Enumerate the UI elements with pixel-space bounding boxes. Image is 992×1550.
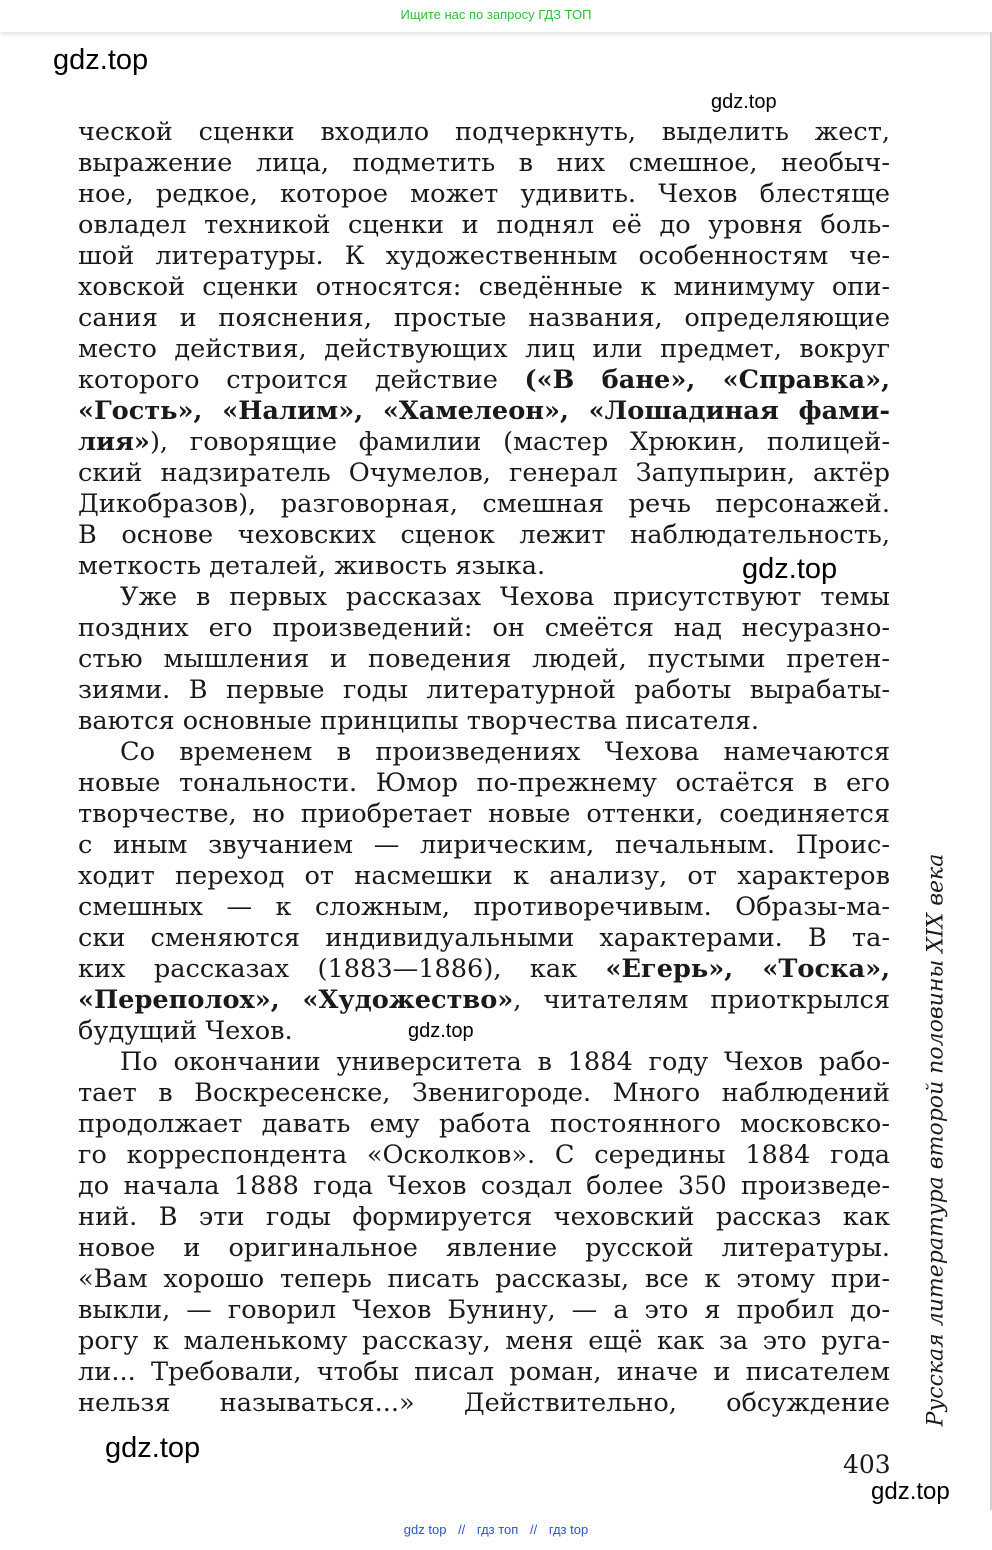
text-fragment: ное, редкое, которое может удивить. Чехов блестяще	[78, 179, 890, 209]
text-fragment: По окончании университета в 1884 году Чехов рабо-	[120, 1047, 890, 1077]
text-line	[78, 241, 890, 272]
text-fragment: ховской сценки относятся: сведённые к минимуму опи-	[78, 272, 890, 302]
text-line	[78, 861, 890, 892]
bold-title-fragment: «Егерь», «Тоска»,	[605, 954, 890, 984]
text-fragment: стью мышления и поведения людей, пустыми претен-	[78, 644, 890, 674]
text-line	[78, 1078, 890, 1109]
text-fragment: Уже в первых рассказах Чехова присутствуют темы	[120, 582, 890, 612]
text-line	[78, 706, 890, 737]
text-line	[78, 1295, 890, 1326]
watermark: gdz.top	[105, 1432, 201, 1464]
text-line	[78, 458, 890, 489]
text-fragment: тает в Воскресенске, Звенигороде. Много наблюдений	[78, 1078, 890, 1108]
text-fragment: поздних его произведений: он смеётся над несуразно-	[78, 613, 890, 643]
footer-link[interactable]: gdz top	[403, 1522, 447, 1537]
footer-separator: //	[529, 1522, 538, 1537]
text-fragment: нельзя называться...» Действительно, обсуждение	[78, 1388, 890, 1418]
bold-title-fragment: «Переполох», «Художество»	[78, 985, 514, 1015]
text-fragment: рогу к маленькому рассказу, меня ещё как за это руга-	[78, 1326, 890, 1356]
text-fragment: овладел техникой сценки и поднял её до уровня боль-	[78, 210, 890, 240]
text-line	[78, 1047, 890, 1078]
text-line	[78, 613, 890, 644]
footer	[0, 1522, 992, 1537]
text-fragment: новое и оригинальное явление русской литературы.	[78, 1233, 890, 1263]
text-fragment: Со временем в произведениях Чехова намечаются	[120, 737, 890, 767]
text-line	[78, 427, 890, 458]
text-line	[78, 644, 890, 675]
text-fragment: сания и пояснения, простые названия, определяющие	[78, 303, 890, 333]
text-fragment: выкли, — говорил Чехов Бунину, — а это я пробил до-	[78, 1295, 890, 1325]
text-line	[78, 489, 890, 520]
body-text	[78, 117, 890, 1419]
text-line	[78, 272, 890, 303]
text-line	[78, 954, 890, 985]
text-fragment: ли... Требовали, чтобы писал роман, иначе и писателем	[78, 1357, 890, 1387]
text-line	[78, 1388, 890, 1419]
text-line	[78, 1016, 890, 1047]
text-line	[78, 1264, 890, 1295]
text-fragment: Дикобразов), разговорная, смешная речь персонажей.	[78, 489, 890, 519]
text-fragment: ский надзиратель Очумелов, генерал Запупырин, актёр	[78, 458, 890, 488]
text-line	[78, 737, 890, 768]
text-fragment: ски сменяются индивидуальными характерами. В та-	[78, 923, 890, 953]
text-line	[78, 520, 890, 551]
text-line	[78, 892, 890, 923]
text-fragment: меткость деталей, живость языка.	[78, 551, 546, 581]
bold-title-fragment: «Гость», «Налим», «Хамелеон», «Лошадиная фами-	[78, 396, 890, 426]
watermark: gdz.top	[408, 1020, 474, 1042]
text-line	[78, 396, 890, 427]
text-line	[78, 1357, 890, 1388]
bold-title-fragment: («В бане», «Справка»,	[524, 365, 890, 395]
top-banner: Ищите нас по запросу ГДЗ ТОП	[0, 0, 992, 32]
text-fragment: ходит переход от насмешки к анализу, от характеров	[78, 861, 890, 891]
text-fragment: будущий Чехов.	[78, 1016, 293, 1046]
text-line	[78, 1202, 890, 1233]
text-fragment: зиями. В первые годы литературной работы вырабаты-	[78, 675, 890, 705]
text-line	[78, 1171, 890, 1202]
text-fragment: шой литературы. К художественным особенностям че-	[78, 241, 890, 271]
bold-title-fragment: лия»	[78, 427, 150, 457]
text-fragment: ческой сценки входило подчеркнуть, выделить жест,	[78, 117, 890, 147]
text-fragment: которого строится действие	[78, 365, 525, 395]
text-line	[78, 1326, 890, 1357]
text-line	[78, 365, 890, 396]
text-fragment: «Вам хорошо теперь писать рассказы, все к этому при-	[78, 1264, 890, 1294]
text-line	[78, 768, 890, 799]
text-fragment: с иным звучанием — лирическим, печальным. Проис-	[78, 830, 890, 860]
text-fragment: творчестве, но приобретает новые оттенки, соединяется	[78, 799, 890, 829]
footer-link[interactable]: гдз топ	[476, 1522, 519, 1537]
text-line	[78, 582, 890, 613]
text-fragment: до начала 1888 года Чехов создал более 350 произведе-	[78, 1171, 890, 1201]
text-line	[78, 1109, 890, 1140]
text-fragment: выражение лица, подметить в них смешное, необыч-	[78, 148, 890, 178]
text-line	[78, 148, 890, 179]
text-fragment: ний. В эти годы формируется чеховский рассказ как	[78, 1202, 890, 1232]
text-line	[78, 1233, 890, 1264]
text-fragment: ), говорящие фамилии (мастер Хрюкин, полицей-	[149, 427, 890, 457]
text-fragment: ких рассказах (1883—1886), как	[78, 954, 606, 984]
watermark: gdz.top	[742, 553, 838, 585]
text-fragment: продолжает давать ему работа постоянного московско-	[78, 1109, 890, 1139]
text-fragment: новые тональности. Юмор по-прежнему остаётся в его	[78, 768, 890, 798]
watermark: gdz.top	[711, 91, 777, 113]
text-line	[78, 179, 890, 210]
footer-separator: //	[458, 1522, 466, 1537]
page-number: 403	[843, 1450, 891, 1479]
watermark: gdz.top	[53, 44, 149, 76]
text-line	[78, 1140, 890, 1171]
text-line	[78, 830, 890, 861]
text-line	[78, 985, 890, 1016]
text-line	[78, 210, 890, 241]
text-fragment: го корреспондента «Осколков». С середины 1884 года	[78, 1140, 890, 1170]
text-line	[78, 675, 890, 706]
text-fragment: смешных — к сложным, противоречивым. Образы-ма-	[78, 892, 890, 922]
watermark: gdz.top	[871, 1478, 950, 1505]
footer-link[interactable]: гдз top	[548, 1522, 589, 1537]
section-running-title: Русская литература второй половины XIX века	[923, 853, 949, 1427]
text-fragment: , читателям приоткрылся	[513, 985, 890, 1015]
text-line	[78, 117, 890, 148]
text-line	[78, 923, 890, 954]
text-line	[78, 303, 890, 334]
text-line	[78, 799, 890, 830]
text-fragment: ваются основные принципы творчества писателя.	[78, 706, 759, 736]
text-line	[78, 334, 890, 365]
text-fragment: место действия, действующих лиц или предмет, вокруг	[78, 334, 890, 364]
text-fragment: В основе чеховских сценок лежит наблюдательность,	[78, 520, 890, 550]
